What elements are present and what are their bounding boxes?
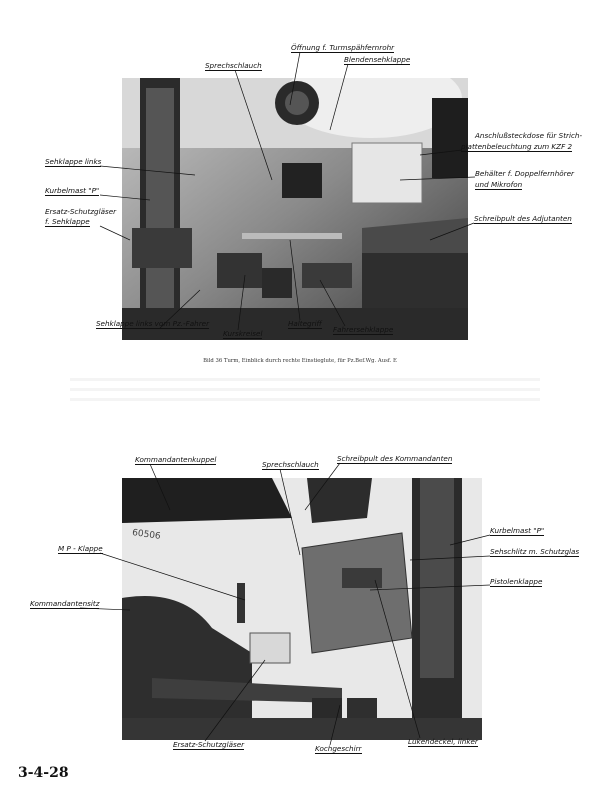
label-sprechschlauch-1: Sprechschlauch (205, 61, 262, 70)
bleed-through-line (70, 378, 540, 381)
label-pistolenklappe: Pistolenklappe (490, 577, 543, 586)
label-kommandantensitz: Kommandantensitz (30, 599, 100, 608)
label-anschluss-line1: Anschlußsteckdose für Strich- (475, 131, 583, 140)
photo-commander-station (122, 478, 482, 740)
label-fahrersehklappe: Fahrersehklappe (333, 325, 394, 334)
label-mp-klappe: M P - Klappe (58, 544, 103, 553)
label-oeffnung: Öffnung f. Turmspähfernrohr (291, 43, 395, 52)
label-sprechschlauch-2: Sprechschlauch (262, 460, 319, 469)
label-haltegriff: Haltegriff (288, 319, 322, 328)
label-behaelter-line2: und Mikrofon (475, 180, 523, 189)
photo-turret-interior (122, 78, 468, 340)
label-ersatz-line1: Ersatz-Schutzgläser (45, 207, 117, 216)
label-ersatz-2: Ersatz-Schutzgläser (173, 740, 245, 749)
label-sehschlitz: Sehschlitz m. Schutzglas (490, 547, 580, 556)
bleed-through-line (70, 398, 540, 401)
label-kurskreisel: Kurskreisel (223, 329, 263, 338)
label-kochgeschirr: Kochgeschirr (315, 744, 362, 753)
label-behaelter-line1: Behälter f. Doppelfernhörer (475, 169, 574, 178)
label-lukendeckel: Lukendeckel, linker (408, 737, 478, 746)
label-schreibpult-adjutant: Schreibpult des Adjutanten (474, 214, 572, 223)
label-ersatz-line2: f. Sehklappe (45, 217, 90, 226)
page-number: 3-4-28 (18, 765, 69, 781)
hull-number: 60506 (131, 528, 162, 542)
bleed-through-line (70, 388, 540, 391)
label-sehklappe-links: Sehklappe links (45, 157, 102, 166)
label-kurbelmast-1: Kurbelmast "P" (45, 186, 100, 195)
label-kurbelmast-2: Kurbelmast "P" (490, 526, 545, 535)
figure-caption: Bild 36 Turm, Einblick durch rechte Einstieglute, für Pz.Bef.Wg. Ausf. E (203, 358, 397, 364)
label-schreibpult-kommandant: Schreibpult des Kommandanten (337, 454, 453, 463)
label-blendensehklappe: Blendensehklappe (344, 55, 411, 64)
label-sehklappe-fahrer: Sehklappe links vom Pz.-Fahrer (96, 319, 210, 328)
label-kommandantenkuppel: Kommandantenkuppel (135, 455, 217, 464)
label-anschluss-line2: plattenbeleuchtung zum KZF 2 (461, 142, 573, 151)
